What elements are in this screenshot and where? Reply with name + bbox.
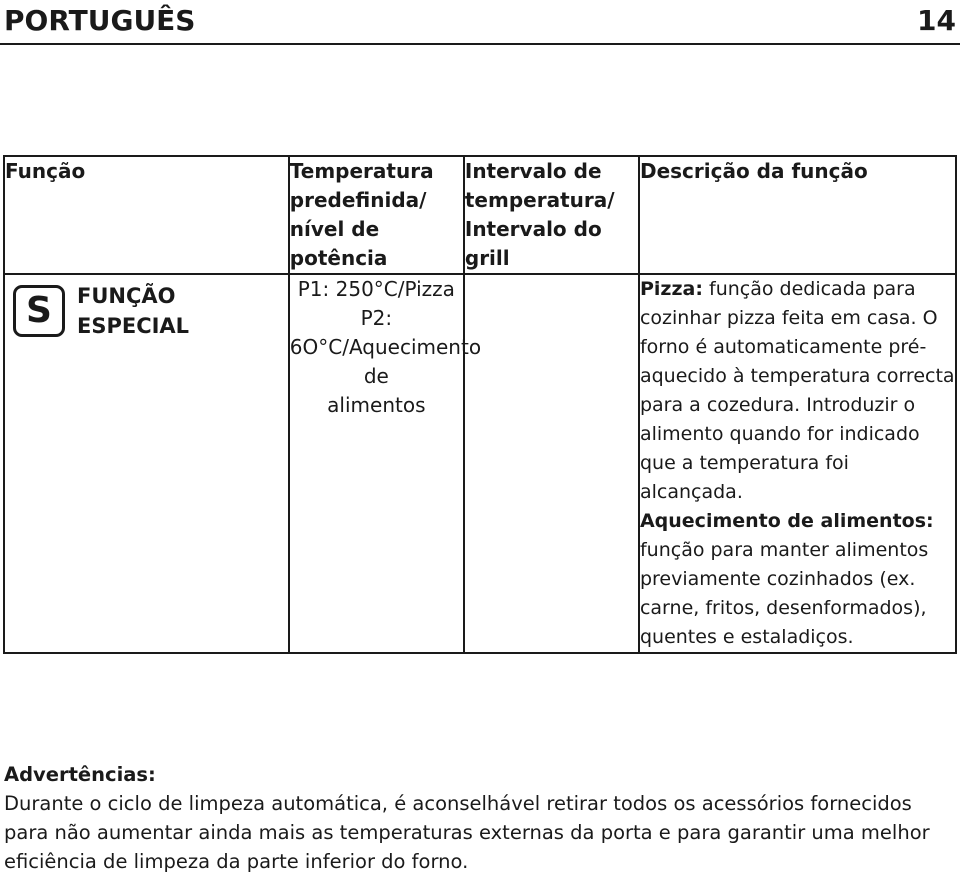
function-cell [4, 274, 289, 653]
table-header-row [4, 156, 956, 274]
header-temperature-range: Intervalo de temperatura/ Intervalo do grill [464, 156, 639, 274]
pizza-label: Pizza: [639, 278, 703, 300]
function-name: FUNÇÃO ESPECIAL [77, 284, 190, 338]
header-divider [0, 43, 960, 45]
page-number: 14 [917, 4, 956, 37]
page-header [0, 0, 960, 42]
function-table [3, 155, 957, 654]
warming-text: função para manter alimentos previamente cozinhados (ex. carne, fritos, desenformados), quentes e estaladiços. [639, 539, 929, 648]
description-cell [639, 274, 956, 653]
header-preset-temperature: Temperatura predefinida/ nível de potência [289, 156, 464, 274]
preset-cell [289, 274, 482, 653]
header-function: Função [4, 156, 289, 274]
warming-description [640, 507, 955, 652]
header-description: Descrição da função [639, 156, 956, 274]
warnings-title: Advertências: [4, 763, 156, 786]
range-cell [464, 274, 639, 653]
preset-line-p2-cont: alimentos [327, 393, 426, 417]
warnings-section [4, 760, 954, 876]
pizza-description [640, 275, 955, 507]
preset-line-p1: P1: 250°C/Pizza [297, 277, 455, 301]
section-title: PORTUGUÊS [4, 4, 196, 37]
preset-line-p2: P2: 6O°C/Aquecimento de [289, 306, 482, 388]
pizza-text: função dedicada para cozinhar pizza feita em casa. O forno é automaticamente pré-aquecido à temperatura correcta para a cozedura. Introduzir o alimento quando for indicado que a temperatura foi alcançada. [639, 278, 955, 503]
special-function-icon: S [13, 285, 65, 337]
table-row [4, 274, 956, 653]
warnings-text: Durante o ciclo de limpeza automática, é aconselhável retirar todos os acessórios fornecidos para não aumentar ainda mais as temperaturas externas da porta e para garantir uma melhor eficiência de limpeza da parte inferior do forno. [4, 792, 930, 873]
warming-label: Aquecimento de alimentos: [639, 510, 934, 532]
